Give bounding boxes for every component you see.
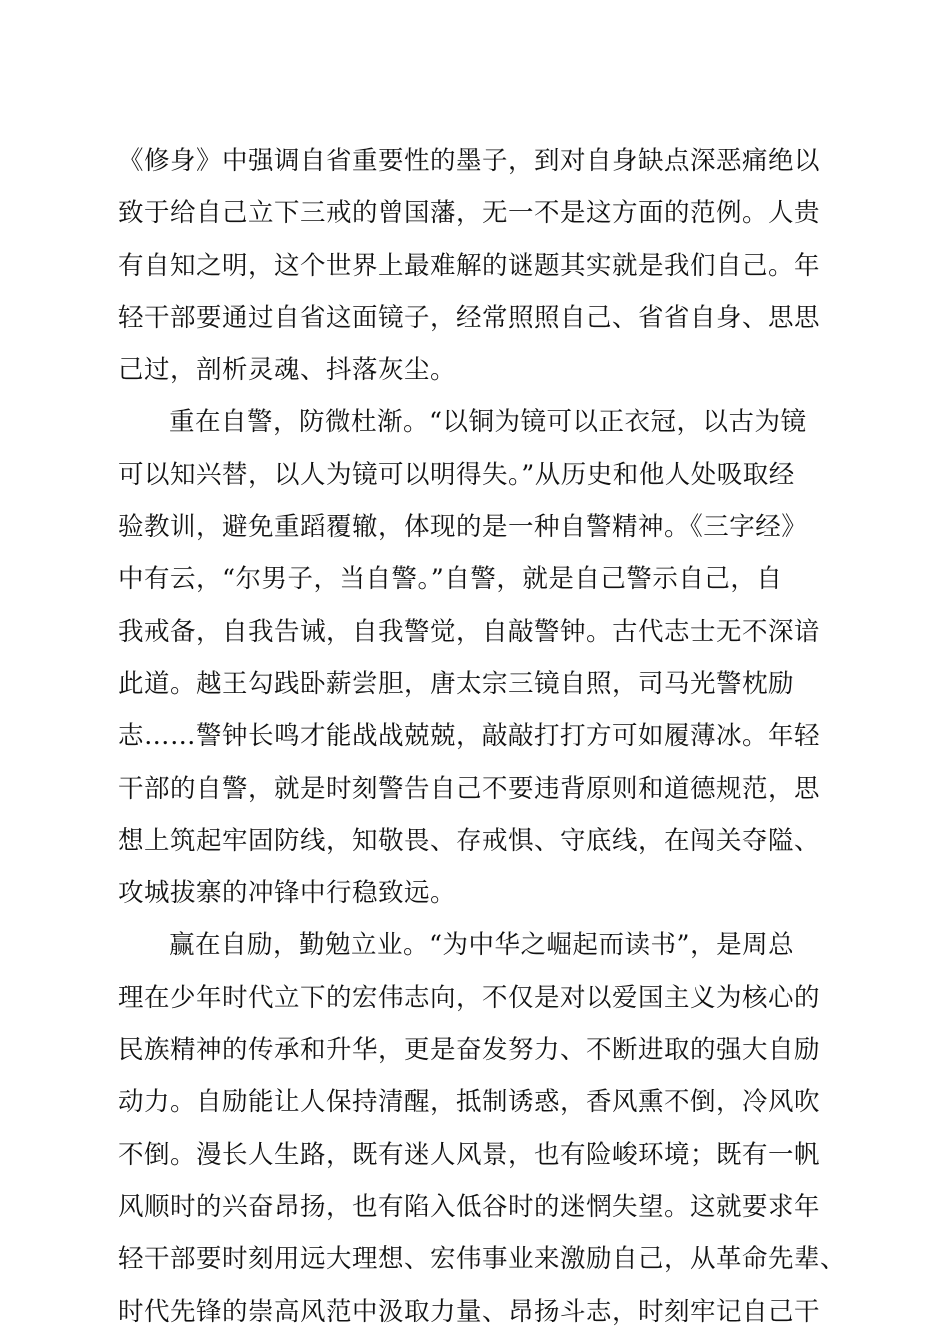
text-line: 干部的自警，就是时刻警告自己不要违背原则和道德规范，思	[118, 773, 821, 804]
text-line: 轻干部要时刻用远大理想、宏伟事业来激励自己，从革命先辈、	[118, 1244, 847, 1275]
text-line: 验教训，避免重蹈覆辙，体现的是一种自警精神。《三字经》	[118, 512, 808, 543]
text-line: 有自知之明，这个世界上最难解的谜题其实就是我们自己。年	[118, 250, 821, 281]
text-line: 志……警钟长鸣才能战战兢兢，敲敲打打方可如履薄冰。年轻	[118, 721, 821, 752]
text-line: 此道。越王勾践卧薪尝胆，唐太宗三镜自照，司马光警枕励	[118, 668, 795, 699]
text-line: 民族精神的传承和升华，更是奋发努力、不断进取的强大自励	[118, 1035, 821, 1066]
text-line: 攻城拔寨的冲锋中行稳致远。	[118, 878, 457, 909]
text-line: 我戒备，自我告诫，自我警觉，自敲警钟。古代志士无不深谙	[118, 616, 821, 647]
text-line: 致于给自己立下三戒的曾国藩，无一不是这方面的范例。人贵	[118, 198, 821, 229]
text-line: 风顺时的兴奋昂扬，也有陷入低谷时的迷惘失望。这就要求年	[118, 1191, 821, 1222]
text-line: 己过，剖析灵魂、抖落灰尘。	[118, 355, 457, 386]
text-line: 动力。自励能让人保持清醒，抵制诱惑，香风熏不倒，冷风吹	[118, 1087, 821, 1118]
document-body	[118, 135, 847, 1338]
paragraph-start-line: 赢在自励，勤勉立业。“为中华之崛起而读书”，是周总	[169, 930, 795, 961]
text-line: 理在少年时代立下的宏伟志向，不仅是对以爱国主义为核心的	[118, 982, 821, 1013]
text-line: 中有云，“尔男子，当自警。”自警，就是自己警示自己，自	[118, 564, 783, 595]
text-line: 可以知兴替，以人为镜可以明得失。”从历史和他人处吸取经	[118, 459, 795, 490]
text-line: 不倒。漫长人生路，既有迷人风景，也有险峻环境；既有一帆	[118, 1139, 821, 1170]
paragraph-start-line: 重在自警，防微杜渐。“以铜为镜可以正衣冠，以古为镜	[169, 407, 807, 438]
text-line: 想上筑起牢固防线，知敬畏、存戒惧、守底线，在闯关夺隘、	[118, 825, 821, 856]
text-line: 时代先锋的崇高风范中汲取力量、昂扬斗志，时刻牢记自己干	[118, 1296, 821, 1327]
text-line: 《修身》中强调自省重要性的墨子，到对自身缺点深恶痛绝以	[118, 146, 821, 176]
text-line: 轻干部要通过自省这面镜子，经常照照自己、省省自身、思思	[118, 302, 821, 333]
